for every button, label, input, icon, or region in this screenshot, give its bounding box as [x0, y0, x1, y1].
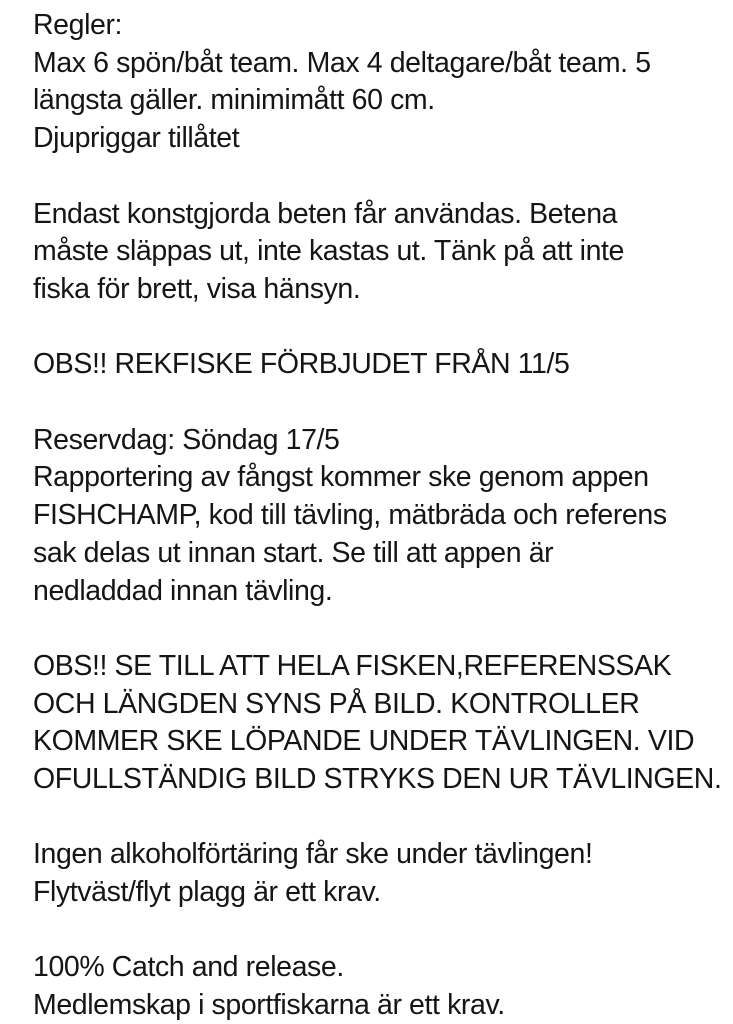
text-line: Medlemskap i sportfiskarna är ett krav. [33, 989, 505, 1022]
text-line: Endast konstgjorda beten får användas. Betena [33, 197, 618, 230]
text-line: Reservdag: Söndag 17/5 [33, 423, 340, 456]
text-line: fiska för brett, visa hänsyn. [33, 272, 361, 305]
text-line: nedladdad innan tävling. [33, 574, 333, 607]
text-line: måste släppas ut, inte kastas ut. Tänk på att inte [33, 235, 624, 268]
paragraph-rekfiske-notice [33, 346, 713, 384]
paragraph-photo-notice [33, 648, 722, 799]
paragraph-reservdag [33, 422, 713, 611]
text-line: OFULLSTÄNDIG BILD STRYKS DEN UR TÄVLINGEN. [33, 763, 722, 795]
text-line: Max 6 spön/båt team. Max 4 deltagare/båt team. 5 [33, 46, 651, 79]
paragraph-alkohol [33, 836, 713, 911]
text-line: sak delas ut innan start. Se till att appen är [33, 536, 554, 569]
text-line: KOMMER SKE LÖPANDE UNDER TÄVLINGEN. VID [33, 725, 695, 758]
text-line: FISHCHAMP, kod till tävling, mätbräda och referens [33, 499, 667, 532]
paragraph-regler [33, 7, 713, 158]
text-line: OBS!! REKFISKE FÖRBJUDET FRÅN 11/5 [33, 348, 570, 381]
text-line: OCH LÄNGDEN SYNS PÅ BILD. KONTROLLER [33, 687, 640, 720]
paragraph-catch-release [33, 949, 713, 1024]
text-line: OBS!! SE TILL ATT HELA FISKEN,REFERENSSAK [33, 649, 672, 682]
text-line: Ingen alkoholförtäring får ske under tävlingen! [33, 838, 593, 871]
paragraph-beten [33, 196, 713, 309]
text-line: Rapportering av fångst kommer ske genom appen [33, 461, 649, 494]
text-line: Djupriggar tillåtet [33, 122, 240, 155]
text-line: Flytväst/flyt plagg är ett krav. [33, 876, 381, 909]
text-line: 100% Catch and release. [33, 951, 344, 984]
text-line: längsta gäller. minimimått 60 cm. [33, 84, 435, 117]
rules-heading: Regler: [33, 9, 123, 41]
